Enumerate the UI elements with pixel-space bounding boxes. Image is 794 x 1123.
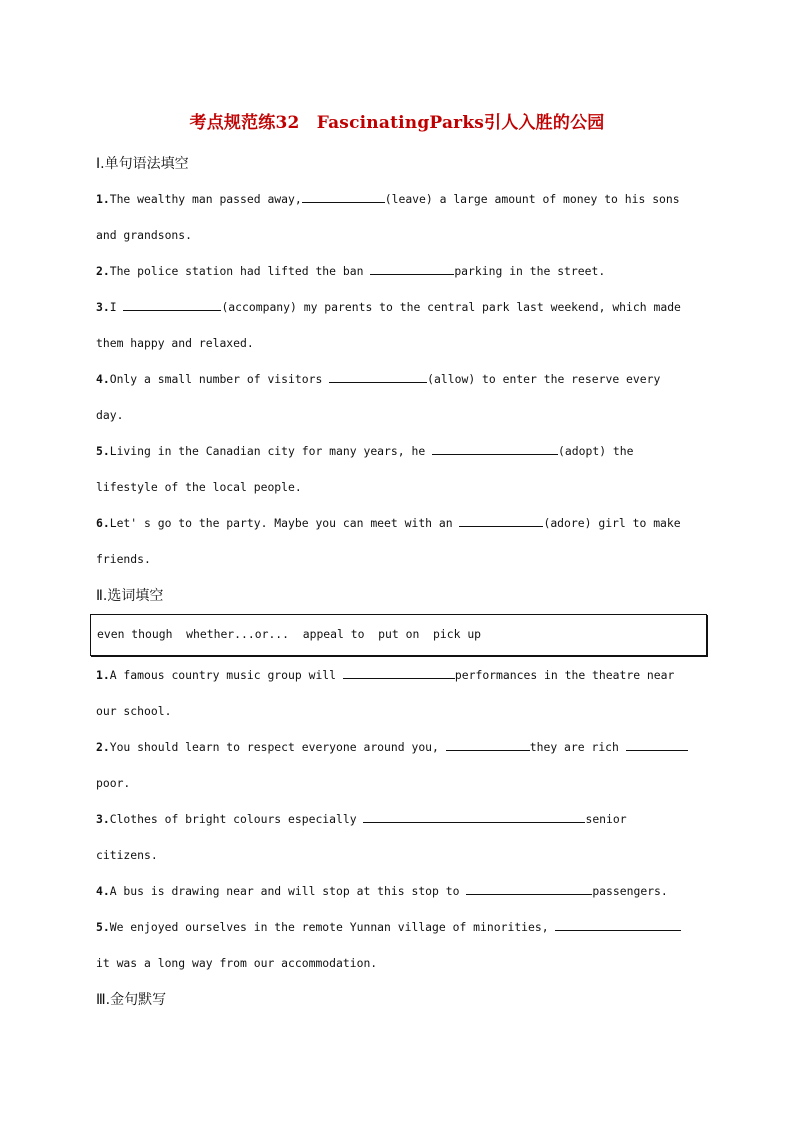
section-3-heading: Ⅲ.金句默写	[96, 992, 167, 1008]
question-text: (leave) a large amount of money to his sons	[384, 192, 680, 206]
s1-q1-line2: and grandsons.	[96, 228, 193, 242]
s1-q1-line1	[96, 191, 696, 207]
word-bank: even though whether...or... appeal to put on pick up	[97, 627, 482, 641]
question-text: The police station had lifted the ban	[109, 264, 371, 278]
section-2-heading: Ⅱ.选词填空	[96, 588, 164, 604]
question-text: passengers.	[592, 884, 668, 898]
question-number: 2.	[96, 740, 110, 754]
s2-q1-line2: our school.	[96, 704, 172, 718]
question-text: Let' s go to the party. Maybe you can meet with an	[109, 516, 460, 530]
answer-blank[interactable]	[626, 739, 688, 751]
s2-q3-line2: citizens.	[96, 848, 158, 862]
s2-q3-line1	[96, 811, 696, 827]
question-text: Only a small number of visitors	[109, 372, 330, 386]
s1-q6-line2: friends.	[96, 552, 151, 566]
s2-q2-line1	[96, 739, 696, 755]
question-number: 2.	[96, 264, 110, 278]
s2-q5-line2: it was a long way from our accommodation.	[96, 956, 378, 970]
question-text: A bus is drawing near and will stop at this stop to	[109, 884, 467, 898]
s2-q5-line1	[96, 919, 696, 935]
question-number: 1.	[96, 668, 110, 682]
question-text: The wealthy man passed away,	[109, 192, 302, 206]
question-number: 4.	[96, 884, 110, 898]
s1-q4-line1	[96, 371, 696, 387]
question-text: Clothes of bright colours especially	[109, 812, 364, 826]
question-number: 6.	[96, 516, 110, 530]
question-text: (adopt) the	[558, 444, 634, 458]
s1-q3-line1	[96, 299, 696, 315]
s1-q6-line1	[96, 515, 696, 531]
s1-q2-line1	[96, 263, 696, 279]
answer-blank[interactable]	[446, 739, 530, 751]
answer-blank[interactable]	[329, 371, 427, 383]
question-text: You should learn to respect everyone around you,	[109, 740, 446, 754]
question-number: 3.	[96, 812, 110, 826]
s1-q3-line2: them happy and relaxed.	[96, 336, 254, 350]
s2-q2-line2: poor.	[96, 776, 131, 790]
answer-blank[interactable]	[432, 443, 558, 455]
question-number: 5.	[96, 444, 110, 458]
question-text: senior	[585, 812, 627, 826]
s1-q5-line1	[96, 443, 696, 459]
question-number: 4.	[96, 372, 110, 386]
section-1-heading: Ⅰ.单句语法填空	[96, 156, 189, 172]
answer-blank[interactable]	[370, 263, 454, 275]
answer-blank[interactable]	[555, 919, 681, 931]
answer-blank[interactable]	[302, 191, 385, 203]
question-text: We enjoyed ourselves in the remote Yunnan village of minorities,	[109, 920, 556, 934]
s2-q4-line1	[96, 883, 696, 899]
question-text: Living in the Canadian city for many years, he	[109, 444, 433, 458]
question-text: (adore) girl to make	[543, 516, 681, 530]
answer-blank[interactable]	[343, 667, 455, 679]
s1-q4-line2: day.	[96, 408, 124, 422]
answer-blank[interactable]	[123, 299, 221, 311]
question-text: (allow) to enter the reserve every	[427, 372, 661, 386]
question-number: 3.	[96, 300, 110, 314]
s2-q1-line1	[96, 667, 696, 683]
s1-q5-line2: lifestyle of the local people.	[96, 480, 302, 494]
answer-blank[interactable]	[459, 515, 543, 527]
question-text: A famous country music group will	[109, 668, 343, 682]
question-text: parking in the street.	[454, 264, 606, 278]
question-text: (accompany) my parents to the central park last weekend, which made	[221, 300, 681, 314]
question-text: they are rich	[529, 740, 626, 754]
question-text: performances in the theatre near	[454, 668, 675, 682]
question-number: 1.	[96, 192, 110, 206]
page-title: 考点规范练32 FascinatingParks引人入胜的公园	[189, 113, 605, 133]
question-text: I	[109, 300, 124, 314]
answer-blank[interactable]	[466, 883, 592, 895]
answer-blank[interactable]	[363, 811, 585, 823]
question-number: 5.	[96, 920, 110, 934]
word-bank-box	[90, 614, 707, 656]
